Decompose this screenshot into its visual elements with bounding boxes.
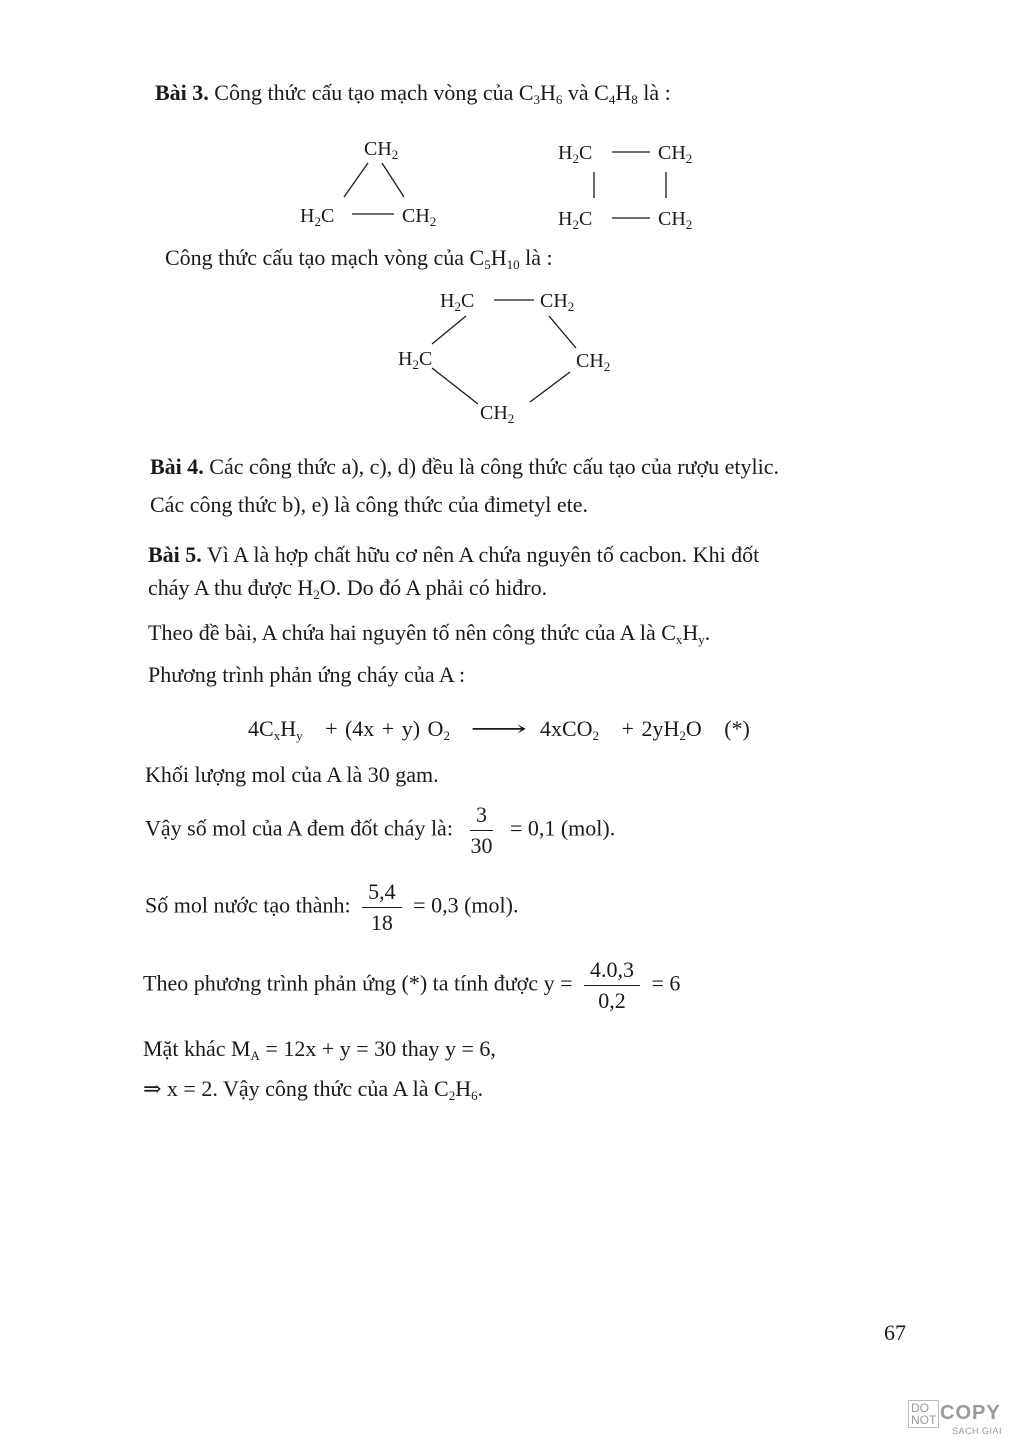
bai5-line7: Số mol nước tạo thành: $\frac{5,4}{18}$ = 0,3 (mol). [145,879,519,935]
bond-line [530,372,570,402]
combustion-equation: $4C_xH_y$ + (4x + y) $O_2$ ⟶ 4xCO$_2$ + $2yH_2O$ (*) [248,716,750,743]
bond-line [382,163,404,197]
fraction-4-0-3-over-0-2: $\frac{4.0,3}{0,2}$ [584,958,640,1013]
bai5-line10: ⇒ x = 2. Vậy công thức của A là $C_2H_6$. [143,1076,484,1103]
bai5-line4: Phương trình phản ứng cháy của A : [148,662,466,687]
bai3-heading: Bài 3. Công thức cấu tạo mạch vòng của $C_3H_6$ và $C_4H_8$ là : [155,80,671,107]
cyclobutane-br-ch2: $CH_2$ [658,208,693,232]
cyclopentane-b-ch2: $CH_2$ [480,402,515,426]
bai5-line2: cháy A thu được $H_2O$. Do đó A phải có hiđro. [148,575,548,602]
cyclopropane-right-ch2: $CH_2$ [402,205,437,229]
bond-line [432,316,466,344]
bai4-line2: Các công thức b), e) là công thức của đimetyl ete. [150,492,589,517]
page-number: 67 [884,1320,906,1345]
cyclopropane-left-h2c: $H_2C$ [300,205,335,229]
cyclopentane-r-ch2: $CH_2$ [576,350,611,374]
bai4-line1: Bài 4. Các công thức a), c), d) đều là công thức cấu tạo của rượu etylic. [150,454,779,479]
bai5-line3: Theo đề bài, A chứa hai nguyên tố nên công thức của A là $C_xH_y$. [148,620,711,647]
bai5-label: Bài 5. [148,542,202,567]
bond-line [549,316,576,348]
cyclobutane-tl-h2c: $H_2C$ [558,142,593,166]
cyclopentane-l-h2c: $H_2C$ [398,348,433,372]
bai3-label: Bài 3. [155,80,209,105]
bai5-line1: Bài 5. Vì A là hợp chất hữu cơ nên A chứa nguyên tố cacbon. Khi đốt [148,542,760,567]
bai3-c5h10-line: Công thức cấu tạo mạch vòng của $C_5H_{10}$ là : [165,245,553,272]
bai4-label: Bài 4. [150,454,204,479]
do-not-copy-watermark: DO NOT COPY SACH GIAI [908,1400,1008,1442]
cyclopentane-tr-ch2: $CH_2$ [540,290,575,314]
cyclopropane-top-ch2: $CH_2$ [364,138,399,162]
bond-line [344,163,368,197]
fraction-3-30: $\frac{3}{30}$ [470,802,493,858]
bai5-line6: Vậy số mol của A đem đốt cháy là: $\frac{3}{30}$ = 0,1 (mol). [145,802,616,858]
cyclobutane-bl-h2c: $H_2C$ [558,208,593,232]
bond-line [432,368,478,404]
fraction-5-4-18: $\frac{5,4}{18}$ [362,880,402,935]
cyclopentane-tl-h2c: $H_2C$ [440,290,475,314]
bai5-line5: Khối lượng mol của A là 30 gam. [145,762,439,787]
cyclobutane-tr-ch2: $CH_2$ [658,142,693,166]
bai5-line8: Theo phương trình phản ứng (*) ta tính được y = $\frac{4.0,3}{0,2}$ = 6 [143,957,681,1013]
bai5-line9: Mặt khác $M_A = 12x + y = 30$ thay y = 6, [143,1036,496,1063]
